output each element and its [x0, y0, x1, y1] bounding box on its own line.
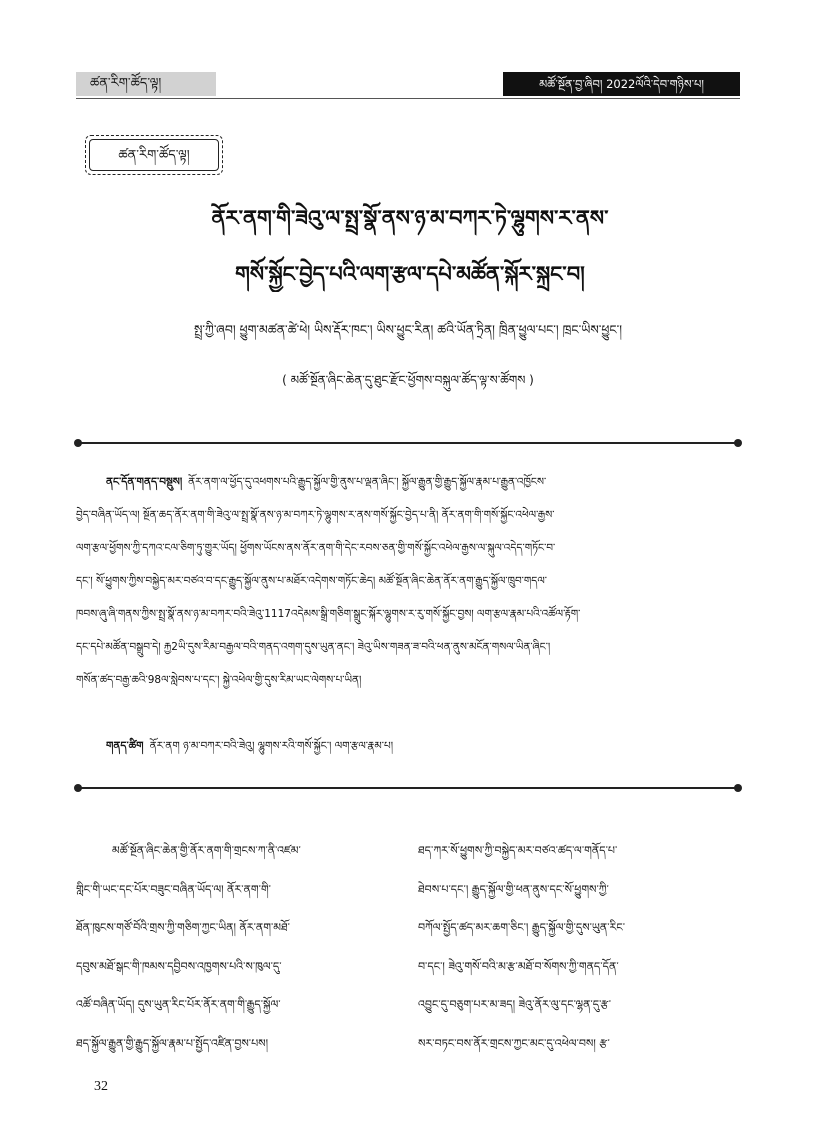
body-line: ཐོན་ཁུངས་གཙོ་བོའི་གྲས་ཀྱི་གཅིག་ཀྱང་ཡིན། ནོར་ནག་མཐོ་	[76, 921, 290, 934]
abstract-line: དང་དཔེ་མཚོན་བསྒྲུབ་དེ། རྐྱ2ཡི་དུས་རིམ་བརྒྱལ་བའི་གནད་འགག་དུས་ཡུན་ནང་། ཟེའུ་ཡིས་གཟན་ཟ་བའི་ཕན་ནུས་མངོན་གསལ་ཡིན་ཞིང་།	[76, 641, 551, 653]
body-line: ཐད་སྐྱོལ་རྒྱུན་གྱི་རྒྱུད་སྐྱོལ་རྣམ་པ་སྤྱོད་འཛིན་བྱས་པས།	[76, 1036, 269, 1050]
body-line: སར་བཏང་བས་ནོར་གྲངས་ཀྱང་མང་དུ་འཕེལ་བས། རྩ་	[418, 1036, 610, 1050]
body-line: ཐེབས་པ་དང་། རྒྱུད་སྐྱོལ་གྱི་ཕན་ནུས་དང་སོ་ཕྱུགས་ཀྱི་	[418, 882, 609, 896]
abstract-bottom-divider	[76, 787, 740, 789]
keywords-label: གནད་ཚིག	[106, 740, 144, 752]
body-column-left	[76, 832, 398, 1063]
section-tag	[85, 135, 223, 175]
abstract-line	[76, 466, 740, 499]
abstract-top-divider	[76, 442, 740, 444]
article-title-line-2: གསོ་སྐྱོང་བྱེད་པའི་ལག་རྩལ་དཔེ་མཚོན་སྐོར་སྐྲང་བ།	[235, 261, 585, 286]
body-line: བ་དང་། ཟེའུ་གསོ་བའི་མ་རྩ་མཐོ་བ་སོགས་ཀྱི་གནད་དོན་	[418, 959, 619, 973]
body-line: མཚོ་སྔོན་ཞིང་ཆེན་གྱི་ནོར་ནག་གི་གྲངས་ཀ་ནི་འཛམ་	[112, 844, 301, 857]
author-list: སྤྲ་ཀྱི་ཞབ། ཕྱུག་མཚན་ཚེ་ཕེ། ཡིས་རྡོར་ཁང་། ཡིས་ཕྱུང་རིན། ཚའི་ཡོན་ཏྲིན། ཁྲིན་ཕྱུལ་པང་། ཁྲང་ཡིས་ཕྱུང་།	[193, 322, 623, 337]
abstract-line: བྱེད་བཞིན་ཡོད་ལ། སྔོན་ཆད་ནོར་ནག་གི་ཟེའུ་ལ་སྤྲ་སྣོ་ནས་ཉ་མ་བཀར་ཏེ་ལྷུགས་ར་ནས་གསོ་སྐྱོང་བྱེད་པ་ནི། ནོར་ནག་གི་གསོ་སྐྱོང་འཕེལ་རྒྱས་	[76, 509, 555, 521]
body-line: གླིང་གི་ཡང་དང་པོར་བཟུང་བཞིན་ཡོད་ལ། ནོར་ནག་གི་	[76, 882, 271, 896]
abstract-line: དང་། སོ་ཕྱུགས་ཀྱིས་བསྐྱེད་མར་བཙའ་བ་དང་རྒྱུད་སྐྱོལ་ནུས་པ་མཐོར་འདེགས་གཏོང་ཆེད། མཚོ་སྔོན་ཞིང་ཆེན་ནོར་ནག་རྒྱུད་སྐྱོལ་ཁྲུབ་གདལ་	[76, 575, 547, 587]
running-header-journal: མཚོ་སྔོན་བྱ་ཞིབ། 2022ལོའི་དེབ་གཉིས་པ།	[503, 72, 740, 96]
body-line: བཀོལ་སྤྱོད་ཚད་མར་ཆག་ཅིང་། རྒྱུད་སྐྱོལ་གྱི་དུས་ཡུན་རིང་	[418, 921, 626, 934]
keywords	[106, 734, 740, 758]
body-line: འབྱུང་དུ་བཅུག་པར་མ་ཟད། ཟེའུ་ནོར་ལུ་དང་ལྷན་དུ་རྩ་	[418, 998, 612, 1011]
body-line: འཚོ་བཞིན་ཡོད། དུས་ཡུན་རིང་པོར་ནོར་ནག་གི་རྒྱུད་སྐྱོལ་	[76, 998, 281, 1011]
abstract-text: ནོར་ནག་ལ་ཕྱོད་དུ་འཕགས་པའི་རྒྱུད་སྐྱོལ་གྱི་ནུས་པ་ལྡན་ཞིང་། སྐྱོལ་རྒྱུན་གྱི་རྒྱུད་སྐྱོལ་རྣམ་པ་རྒྱུན་འཁྱོངས་	[188, 476, 547, 488]
abstract-line: གསོན་ཚད་བརྒྱ་ཆའི་98ལ་སླེབས་པ་དང་། སྐྱེ་འཕེལ་གྱི་དུས་རིམ་ཡང་ལེགས་པ་ཡིན།	[76, 674, 362, 686]
keywords-text: ནོར་ནག ཉ་མ་བཀར་བའི་ཟེའུ། ལྷུགས་རའི་གསོ་སྐྱོང་། ལག་རྩལ་རྣམ་པ།	[149, 740, 394, 752]
abstract-line: ལག་རྩལ་ཕྱོགས་ཀྱི་དཀའ་ངལ་ཅིག་ཏུ་གྱུར་ཡོད། ཕྱོགས་ཡོངས་ནས་ནོར་ནག་གི་དེང་རབས་ཅན་གྱི་གསོ་སྐྱོང་འཕེལ་རྒྱས་ལ་སྐུལ་འདེད་གཏོང་བ་	[76, 542, 556, 554]
page-number: 32	[94, 1079, 108, 1094]
body-line: དབུས་མཐོ་སྒང་གི་ཁམས་དབྱིབས་འཁྱགས་པའི་ས་ཁུལ་དུ་	[76, 959, 282, 973]
abstract	[76, 466, 740, 697]
header-divider	[76, 98, 740, 99]
section-tag-label: ཚན་རིག་ཚོད་ལྟ།	[89, 139, 219, 171]
author-affiliation: ( མཚོ་སྔོན་ཞིང་ཆེན་དུ་ཐུང་རྫོང་ཕྱོགས་བསྐུལ་ཚོད་ལྟ་ས་ཚོགས )	[282, 373, 534, 387]
abstract-line: ཁབས་ཞུ་ཞི་གནས་ཀྱིས་སྤྲ་སྣོ་ནས་ཉ་མ་བཀར་བའི་ཟེའུ་1117འདེམས་སྒྲི་གཅིག་སྒྲུང་སྐོར་ལྷུགས་ར་རུ་གསོ་སྐྱོང་བྱས། ལག་རྩལ་རྣམ་པའི་འཚོལ་རྟོག་	[76, 608, 581, 620]
body-column-right	[418, 832, 740, 1063]
body-line: ཐད་ཀར་སོ་ཕྱུགས་ཀྱི་བསྐྱེད་མར་བཙའ་ཚད་ལ་གནོད་པ་	[418, 844, 618, 857]
running-header-section: ཚན་རིག་ཚོད་ལྟ།	[76, 72, 216, 96]
article-title-line-1: ནོར་ནག་གི་ཟེའུ་ལ་སྤྲ་སྣོ་ནས་ཉ་མ་བཀར་ཏེ་ལྷུགས་ར་ནས་	[211, 205, 609, 230]
abstract-label: ནང་དོན་གནད་བསྡུས།	[106, 476, 183, 488]
